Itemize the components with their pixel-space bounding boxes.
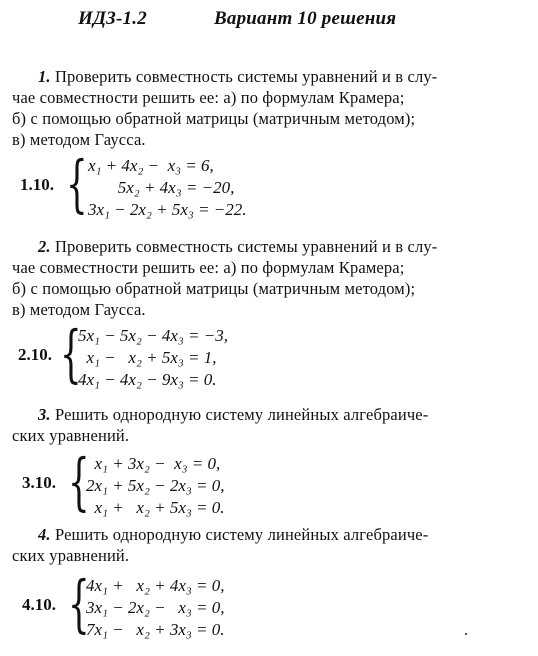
task-3-line-1: 3. Решить однородную систему линейных алгебраиче-	[38, 405, 429, 424]
task-2	[12, 236, 522, 320]
equation-row: 4x₁ + x₂ + 4x₃ = 0,	[86, 576, 225, 595]
task-3-line-2: ских уравнений.	[12, 426, 130, 445]
equation-row: 2x₁ + 5x₂ − 2x₃ = 0,	[86, 476, 225, 495]
task-2-line-3: б) с помощью обратной матрицы (матричным методом);	[12, 279, 416, 298]
task-4-number: 4.	[38, 525, 51, 544]
task-1	[12, 66, 522, 150]
system-label: 1.10.	[20, 175, 54, 194]
left-brace-icon: {	[68, 567, 90, 640]
variant-title: Вариант 10 решения	[214, 8, 397, 29]
task-2-line-2: чае совместности решить ее: а) по формулам Крамера;	[12, 258, 405, 277]
system-label: 4.10.	[22, 595, 56, 614]
task-3-number: 3.	[38, 405, 51, 424]
task-1-number: 1.	[38, 67, 51, 86]
task-2-line-4: в) методом Гаусса.	[12, 300, 146, 319]
equation-row: x₁ + 3x₂ − x₃ = 0,	[86, 454, 221, 473]
task-1-line-3: б) с помощью обратной матрицы (матричным методом);	[12, 109, 416, 128]
task-2-line-1: 2. Проверить совместность системы уравнений и в слу-	[38, 237, 438, 256]
equation-row: 4x₁ − 4x₂ − 9x₃ = 0.	[78, 370, 217, 389]
task-1-line-2: чае совместности решить ее: а) по формулам Крамера;	[12, 88, 405, 107]
left-brace-icon: {	[60, 317, 82, 390]
task-4	[12, 524, 522, 566]
task-2-number: 2.	[38, 237, 51, 256]
system-label: 3.10.	[22, 473, 56, 492]
equation-row: 3x₁ − 2x₂ + 5x₃ = −22.	[88, 200, 247, 219]
equation-row: x₁ + 4x₂ − x₃ = 6,	[88, 156, 214, 175]
document-title: ИДЗ-1.2	[78, 8, 147, 29]
equation-row: x₁ − x₂ + 5x₃ = 1,	[78, 348, 217, 367]
task-1-line-4: в) методом Гаусса.	[12, 130, 146, 149]
left-brace-icon: {	[66, 147, 88, 220]
task-1-line-1: 1. Проверить совместность системы уравнений и в слу-	[38, 67, 438, 86]
equation-row: 5x₁ − 5x₂ − 4x₃ = −3,	[78, 326, 229, 345]
scan-speck	[465, 633, 467, 635]
equation-row: x₁ + x₂ + 5x₃ = 0.	[86, 498, 225, 517]
equation-row: 3x₁ − 2x₂ − x₃ = 0,	[86, 598, 225, 617]
task-4-line-1: 4. Решить однородную систему линейных алгебраиче-	[38, 525, 429, 544]
left-brace-icon: {	[68, 445, 90, 518]
equation-row: 7x₁ − x₂ + 3x₃ = 0.	[86, 620, 225, 639]
task-3	[12, 404, 522, 446]
equation-row: 5x₂ + 4x₃ = −20,	[88, 178, 235, 197]
task-4-line-2: ских уравнений.	[12, 546, 130, 565]
system-label: 2.10.	[18, 345, 52, 364]
